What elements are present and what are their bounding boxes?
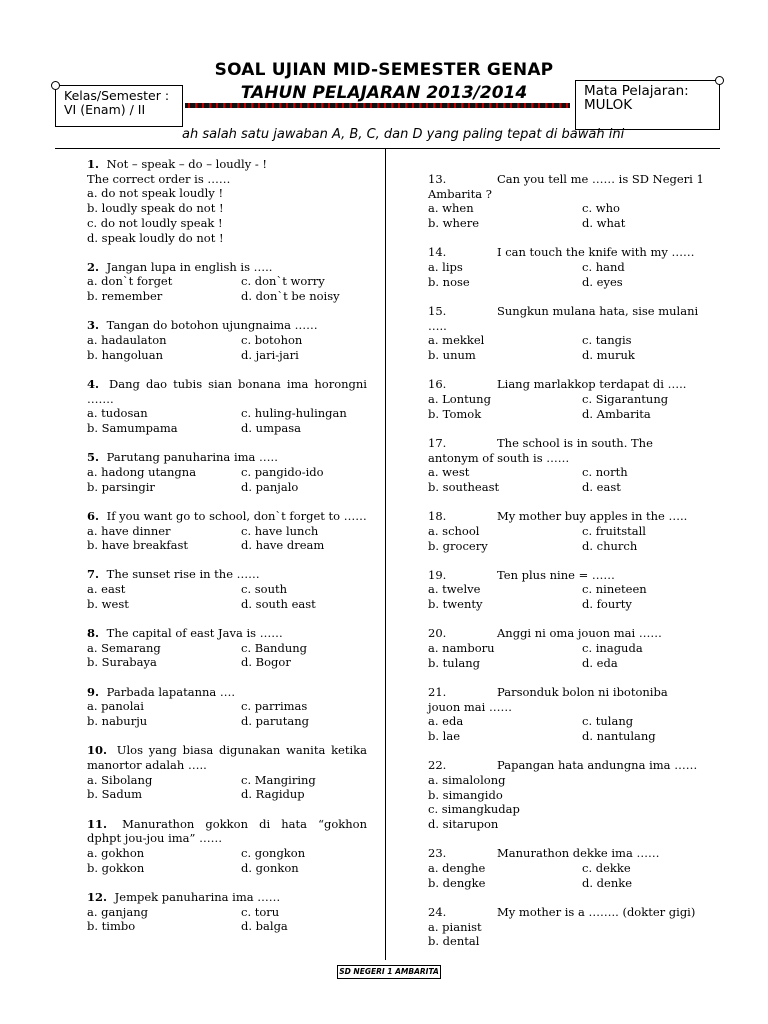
question-number: 6. (87, 508, 100, 523)
question-text-line2: The correct order is …… (87, 171, 231, 186)
question-number: 7. (87, 567, 100, 582)
left-question-column (87, 157, 367, 949)
answer-option: d. don`t be noisy (241, 289, 340, 304)
question-text (428, 436, 708, 451)
question-number: 23. (428, 846, 447, 861)
answer-options (87, 773, 367, 802)
answer-option: b. naburju (87, 714, 148, 729)
question-text (428, 245, 708, 260)
answer-options (87, 582, 367, 611)
question-text: 11. Manurathon gokkon di hata “gokhon dphpt jou-jou ima” …… (87, 816, 367, 846)
answer-option: b. Samumpama (87, 421, 178, 436)
question-text: 12. Jempek panuharina ima …… (87, 889, 281, 904)
answer-option: a. twelve (428, 582, 481, 597)
question-number: 9. (87, 684, 100, 699)
answer-option: d. south east (241, 596, 316, 611)
answer-option: d. jari-jari (241, 347, 299, 362)
question-text-content: Parsonduk bolon ni ibotoniba (497, 684, 668, 699)
answer-option: d. what (582, 216, 626, 231)
question-3 (87, 318, 367, 362)
answer-option: a. Semarang (87, 640, 161, 655)
question-6 (87, 509, 367, 553)
subject-label: Mata Pelajaran: (584, 83, 689, 99)
answer-options (428, 201, 708, 230)
answer-option: a. panolai (87, 699, 144, 714)
question-10 (87, 743, 367, 802)
answer-option: d. eda (582, 655, 618, 670)
question-text-content: My mother buy apples in the ….. (497, 509, 688, 524)
question-21 (428, 685, 708, 744)
answer-options (428, 465, 708, 494)
question-number: 19. (428, 567, 447, 582)
answer-option: a. simalolong (428, 773, 506, 787)
question-24 (428, 905, 708, 949)
answer-option: b. west (87, 596, 129, 611)
answer-option: a. hadaulaton (87, 333, 167, 348)
question-text-content: My mother is a …….. (dokter gigi) (497, 904, 696, 919)
answer-option: c. botohon (241, 333, 303, 348)
scroll-curl-icon (715, 76, 724, 85)
school-footer: SD NEGERI 1 AMBARITA (337, 965, 441, 979)
answer-option: b. remember (87, 289, 163, 304)
question-number: 3. (87, 318, 100, 333)
answer-option: c. parrimas (241, 699, 308, 714)
answer-option: c. do not loudly speak ! (87, 215, 223, 230)
question-text (428, 509, 708, 524)
question-text-line2: jouon mai …… (428, 699, 512, 714)
question-11 (87, 817, 367, 876)
answer-options (87, 524, 367, 553)
answer-option: b. tulang (428, 655, 481, 670)
answer-option: c. simangkudap (428, 802, 520, 817)
answer-option: d. church (582, 538, 638, 553)
answer-options (87, 333, 367, 362)
question-text-content: Liang marlakkop terdapat di ….. (497, 377, 687, 392)
answer-option: a. Sibolang (87, 772, 153, 787)
answer-options (428, 392, 708, 421)
answer-option: b. southeast (428, 479, 500, 494)
answer-option: a. do not speak loudly ! (87, 186, 224, 201)
question-text: 5. Parutang panuharina ima ….. (87, 450, 278, 465)
answer-option: a. school (428, 523, 480, 538)
question-number: 21. (428, 684, 447, 699)
question-text (428, 377, 708, 392)
question-9 (87, 685, 367, 729)
answer-option: a. don`t forget (87, 274, 173, 289)
answer-option: c. south (241, 582, 288, 597)
question-text: 7. The sunset rise in the …… (87, 567, 260, 582)
answer-options (87, 274, 367, 303)
question-16 (428, 377, 708, 421)
question-18 (428, 509, 708, 553)
answer-option: b. simangido (428, 787, 503, 802)
question-number: 17. (428, 435, 447, 450)
question-22 (428, 758, 708, 832)
answer-option: a. lips (428, 260, 463, 275)
question-number: 8. (87, 626, 100, 641)
answer-option: a. Lontung (428, 391, 491, 406)
question-text-content: Can you tell me …… is SD Negeri 1 (497, 172, 704, 186)
decorative-bar (185, 103, 570, 108)
answer-option: a. east (87, 582, 126, 597)
answer-option: b. gokkon (87, 860, 145, 875)
answer-option: d. Bogor (241, 655, 291, 670)
question-number: 4. (87, 376, 100, 391)
question-text-content: I can touch the knife with my …… (497, 245, 695, 260)
question-text (428, 685, 708, 700)
question-text-line2: Ambarita ? (428, 186, 492, 201)
question-12 (87, 890, 367, 934)
question-number: 22. (428, 758, 447, 773)
question-5 (87, 450, 367, 494)
question-text: 2. Jangan lupa in english is ….. (87, 259, 273, 274)
answer-option: d. gonkon (241, 860, 299, 875)
question-number: 24. (428, 904, 447, 919)
answer-options (87, 641, 367, 670)
question-number: 18. (428, 509, 447, 524)
question-number: 14. (428, 245, 447, 260)
answer-option: c. Sigarantung (582, 391, 669, 406)
question-text: 1. Not – speak – do – loudly - ! (87, 157, 268, 171)
answer-option: c. Mangiring (241, 772, 316, 787)
question-number: 11. (87, 816, 108, 831)
answer-option: d. sitarupon (428, 817, 499, 832)
answer-option: a. hadong utangna (87, 464, 197, 479)
answer-option: d. Ragidup (241, 787, 305, 802)
answer-option: c. Bandung (241, 640, 308, 655)
question-4 (87, 377, 367, 436)
question-text (428, 172, 708, 187)
question-text: 9. Parbada lapatanna …. (87, 684, 236, 699)
question-text: 8. The capital of east Java is …… (87, 626, 283, 641)
question-text (428, 905, 708, 920)
question-2 (87, 260, 367, 304)
answer-option: b. dengke (428, 875, 486, 890)
answer-option: c. inaguda (582, 641, 643, 656)
answer-options (428, 641, 708, 670)
answer-option: c. who (582, 201, 620, 216)
question-text: 3. Tangan do botohon ujungnaima …… (87, 318, 318, 333)
question-number: 12. (87, 889, 108, 904)
horizontal-divider (55, 148, 720, 149)
answer-option: c. north (582, 465, 628, 480)
answer-option: c. don`t worry (241, 274, 325, 289)
answer-options (428, 920, 708, 949)
answer-option: d. nantulang (582, 729, 656, 744)
answer-option: d. east (582, 479, 621, 494)
answer-option: b. where (428, 216, 480, 231)
answer-option: c. tulang (582, 714, 634, 729)
answer-options (87, 699, 367, 728)
question-20 (428, 626, 708, 670)
question-text-line2: antonym of south is …… (428, 450, 570, 465)
question-text-content: Sungkun mulana hata, sise mulani (497, 303, 699, 318)
question-number: 10. (87, 743, 108, 758)
answer-option: c. tangis (582, 333, 632, 348)
question-text-content: Manurathon dekke ima …… (497, 846, 660, 861)
answer-option: c. hand (582, 260, 625, 275)
answer-option: b. Tomok (428, 406, 482, 421)
answer-option: b. hangoluan (87, 347, 163, 362)
answer-options (87, 186, 367, 245)
answer-options (428, 773, 708, 832)
answer-options (87, 406, 367, 435)
class-semester-label: Kelas/Semester : (64, 88, 170, 103)
instruction-text: ah salah satu jawaban A, B, C, dan D yang paling tepat di bawah ini (182, 127, 625, 142)
question-text (428, 568, 708, 583)
question-14 (428, 245, 708, 289)
answer-option: b. parsingir (87, 479, 155, 494)
answer-option: b. lae (428, 729, 461, 744)
question-8 (87, 626, 367, 670)
answer-option: b. nose (428, 274, 470, 289)
question-text-content: Anggi ni oma jouon mai …… (497, 626, 662, 641)
answer-option: a. have dinner (87, 523, 171, 538)
question-text: 4. Dang dao tubis sian bonana ima horongni ……. (87, 376, 367, 406)
question-text-content: Ten plus nine = …… (497, 567, 615, 582)
subject-value: MULOK (584, 97, 633, 113)
answer-option: c. fruitstall (582, 523, 646, 538)
answer-option: b. Sadum (87, 787, 143, 802)
answer-option: d. parutang (241, 714, 310, 729)
answer-option: b. twenty (428, 597, 483, 612)
question-number: 20. (428, 626, 447, 641)
column-divider (385, 148, 386, 960)
answer-option: c. nineteen (582, 582, 647, 597)
answer-option: d. eyes (582, 274, 623, 289)
class-semester-value: VI (Enam) / II (64, 102, 146, 117)
answer-option: a. gokhon (87, 846, 145, 861)
question-text (428, 304, 708, 319)
subject-box (575, 80, 720, 130)
question-number: 15. (428, 303, 447, 318)
question-number: 16. (428, 377, 447, 392)
exam-year-title: TAHUN PELAJARAN 2013/2014 (240, 83, 528, 103)
question-number: 13. (428, 172, 447, 186)
answer-option: c. pangido-ido (241, 464, 324, 479)
answer-option: a. west (428, 465, 470, 480)
answer-option: a. eda (428, 714, 464, 729)
question-17 (428, 436, 708, 495)
question-7 (87, 567, 367, 611)
answer-options (428, 582, 708, 611)
answer-options (428, 714, 708, 743)
question-text (428, 846, 708, 861)
answer-option: b. dental (428, 934, 480, 949)
answer-option: d. panjalo (241, 479, 299, 494)
answer-option: c. huling-hulingan (241, 406, 347, 421)
question-text-content: The school is in south. The (497, 435, 653, 450)
answer-option: d. Ambarita (582, 406, 651, 421)
answer-option: d. muruk (582, 348, 635, 363)
answer-option: a. tudosan (87, 406, 148, 421)
answer-options (87, 465, 367, 494)
answer-options (428, 524, 708, 553)
question-text (428, 626, 708, 641)
answer-option: d. speak loudly do not ! (87, 230, 224, 245)
answer-option: a. namboru (428, 641, 495, 656)
scroll-curl-icon (51, 81, 60, 90)
answer-option: c. dekke (582, 861, 631, 876)
question-text: 6. If you want go to school, don`t forget to …… (87, 508, 367, 523)
answer-options (87, 905, 367, 934)
answer-option: b. unum (428, 348, 476, 363)
question-number: 1. (87, 157, 100, 171)
answer-option: d. balga (241, 919, 288, 934)
answer-option: d. fourty (582, 597, 632, 612)
question-19 (428, 568, 708, 612)
answer-option: d. umpasa (241, 421, 301, 436)
answer-option: a. pianist (428, 919, 482, 934)
question-23 (428, 846, 708, 890)
answer-options (428, 333, 708, 362)
question-15 (428, 304, 708, 363)
answer-option: c. have lunch (241, 523, 319, 538)
answer-option: d. denke (582, 875, 633, 890)
question-number: 2. (87, 259, 100, 274)
answer-option: b. loudly speak do not ! (87, 201, 224, 216)
answer-option: a. denghe (428, 861, 486, 876)
question-text (428, 758, 708, 773)
exam-title: SOAL UJIAN MID-SEMESTER GENAP (214, 60, 554, 80)
answer-option: c. toru (241, 904, 280, 919)
answer-option: a. when (428, 201, 474, 216)
answer-option: a. ganjang (87, 904, 148, 919)
question-text: 10. Ulos yang biasa digunakan wanita ketika manortor adalah ….. (87, 743, 367, 772)
answer-option: b. timbo (87, 919, 136, 934)
answer-options (428, 260, 708, 289)
answer-option: c. gongkon (241, 846, 306, 861)
answer-options (87, 846, 367, 875)
question-13 (428, 172, 708, 231)
answer-options (428, 861, 708, 890)
right-question-column (428, 172, 708, 964)
answer-option: a. mekkel (428, 333, 485, 348)
answer-option: b. have breakfast (87, 538, 189, 553)
answer-option: d. have dream (241, 538, 325, 553)
class-semester-box (55, 85, 183, 127)
question-text-line2: ….. (428, 318, 447, 333)
question-1 (87, 157, 367, 245)
answer-option: b. grocery (428, 538, 488, 553)
question-number: 5. (87, 450, 100, 465)
answer-option: b. Surabaya (87, 655, 157, 670)
question-text-content: Papangan hata andungna ima …… (497, 758, 698, 773)
